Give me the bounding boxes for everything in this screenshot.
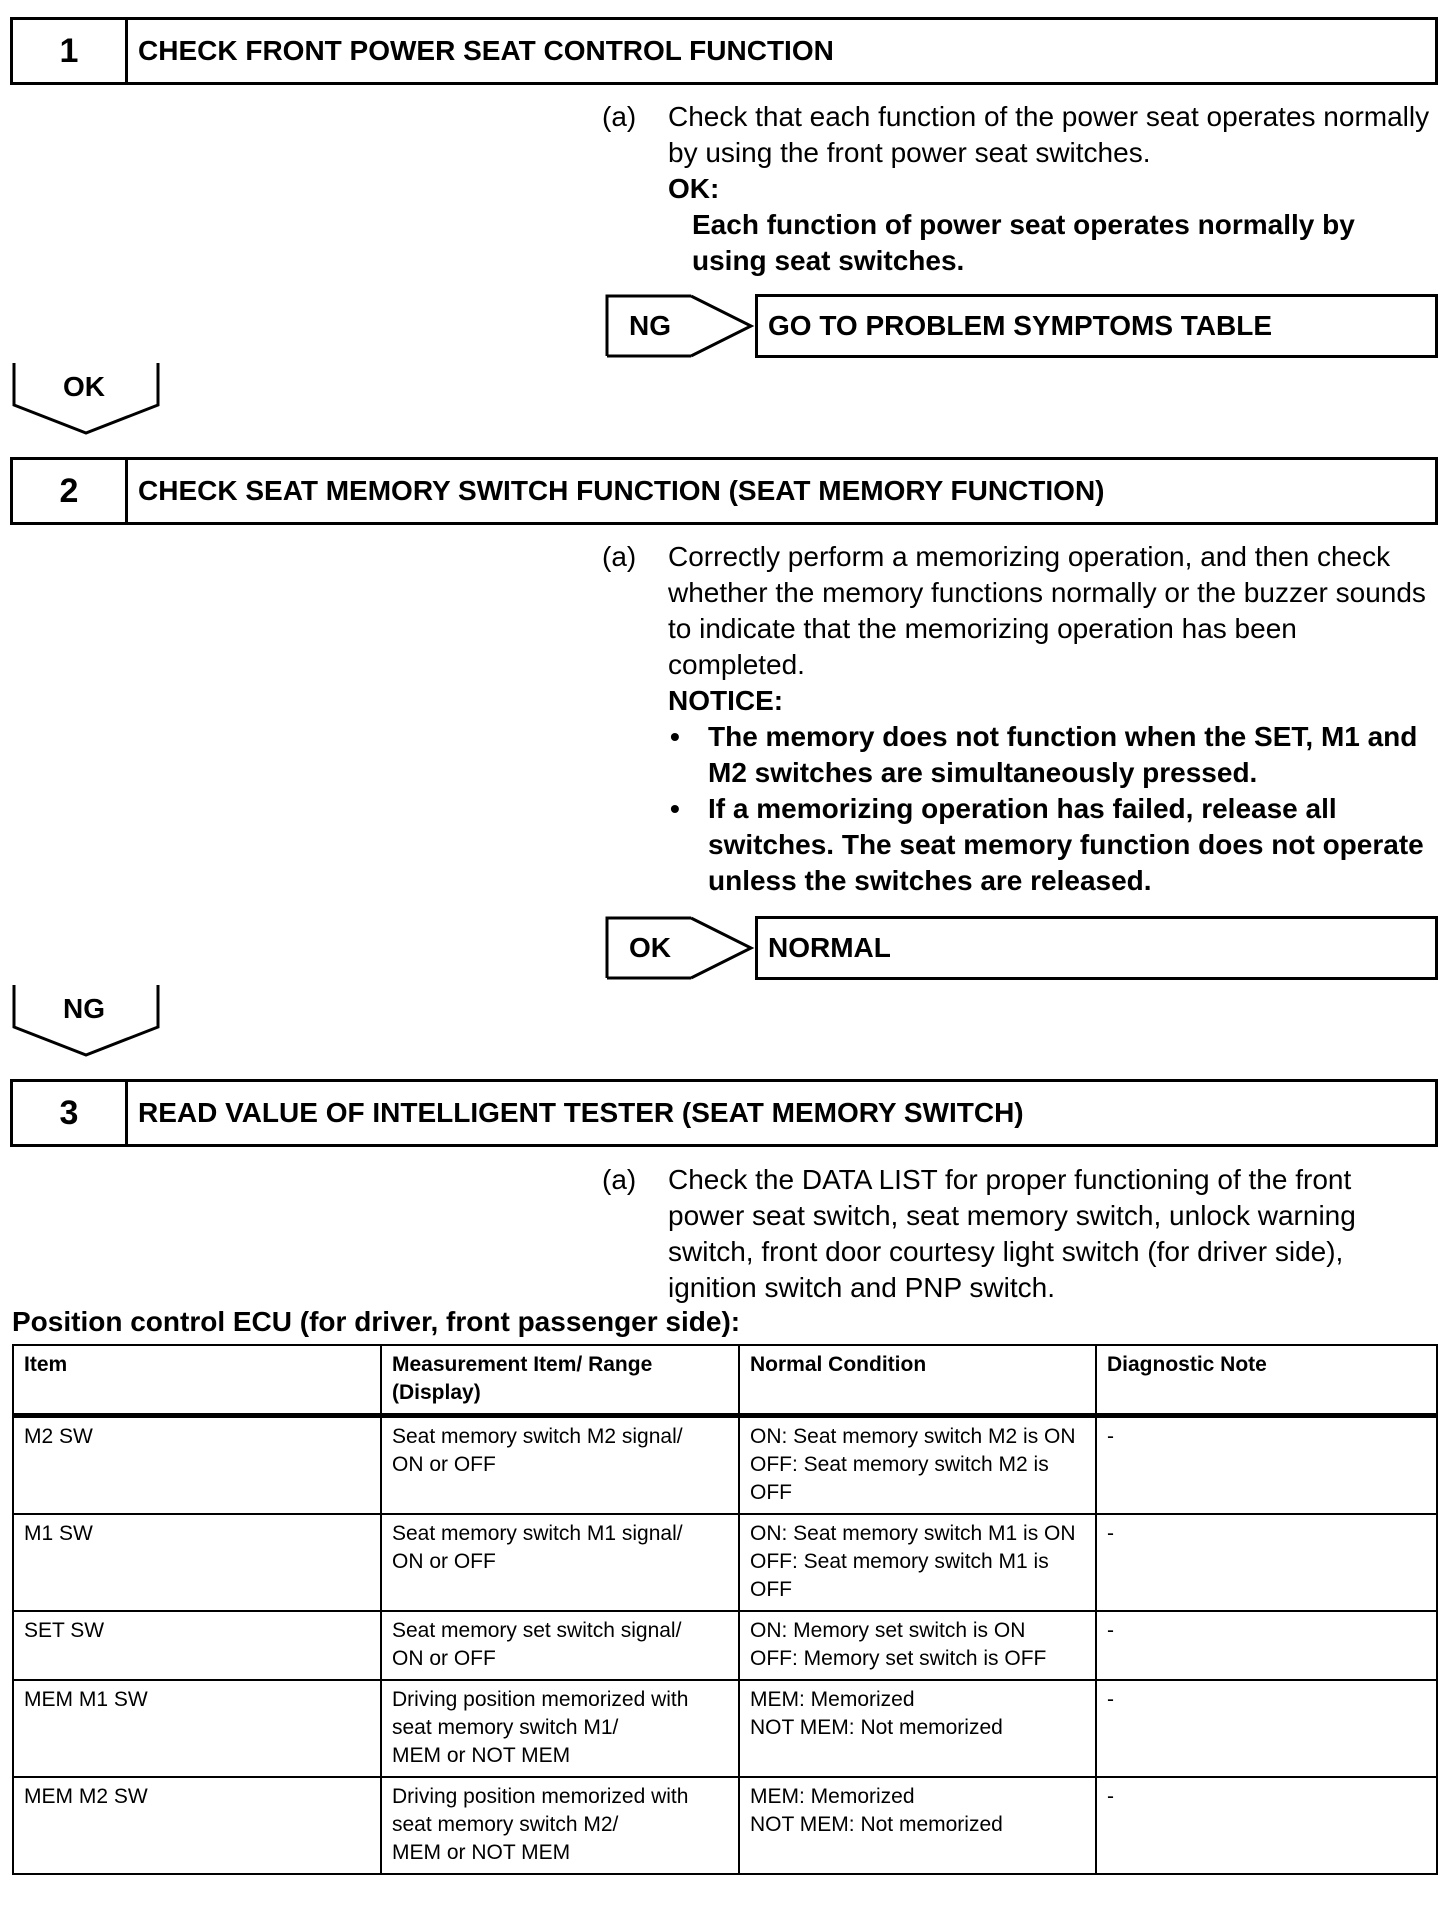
cell-measurement: Driving position memorized with seat memory switch M2/ MEM or NOT MEM: [381, 1777, 739, 1874]
step-3-header: [10, 1079, 1438, 1147]
step-1-flow-ok: [12, 361, 160, 435]
ok-label: OK:: [668, 173, 720, 204]
step-title: READ VALUE OF INTELLIGENT TESTER (SEAT MEMORY SWITCH): [138, 1097, 1024, 1128]
notice-list: [668, 719, 1432, 899]
step-2-header: [10, 457, 1438, 525]
cell-item: M2 SW: [13, 1416, 381, 1515]
item-label: (a): [602, 1164, 637, 1195]
step-number: 3: [13, 1082, 128, 1144]
cell-diagnostic-note: -: [1096, 1611, 1437, 1680]
ok-arrow-tag: [605, 916, 755, 980]
step-1-instruction: [602, 99, 1432, 279]
table-row: [13, 1611, 1437, 1680]
step-1-result-ng: [605, 294, 1438, 358]
table-row: [13, 1680, 1437, 1777]
data-list-table: [12, 1344, 1438, 1875]
cell-item: M1 SW: [13, 1514, 381, 1611]
cell-diagnostic-note: -: [1096, 1514, 1437, 1611]
cell-normal-condition: MEM: Memorized NOT MEM: Not memorized: [739, 1680, 1096, 1777]
ok-criteria: Each function of power seat operates normally by using seat switches.: [692, 209, 1355, 276]
step-2-result-ok: [605, 916, 1438, 980]
cell-measurement: Seat memory set switch signal/ ON or OFF: [381, 1611, 739, 1680]
cell-measurement: Seat memory switch M1 signal/ ON or OFF: [381, 1514, 739, 1611]
cell-measurement: Seat memory switch M2 signal/ ON or OFF: [381, 1416, 739, 1515]
cell-diagnostic-note: -: [1096, 1416, 1437, 1515]
cell-measurement: Driving position memorized with seat memory switch M1/ MEM or NOT MEM: [381, 1680, 739, 1777]
step-2-flow-ng: [12, 983, 160, 1057]
flow-tag-label: OK: [63, 371, 105, 402]
cell-normal-condition: ON: Seat memory switch M1 is ON OFF: Seat memory switch M1 is OFF: [739, 1514, 1096, 1611]
step-title: CHECK SEAT MEMORY SWITCH FUNCTION (SEAT MEMORY FUNCTION): [138, 475, 1105, 506]
step-number: 1: [13, 20, 128, 82]
instruction-text: Check the DATA LIST for proper functioning of the front power seat switch, seat memory switch, unlock warning switch, front door courtesy light switch (for driver side), ignition switch and PNP switch.: [668, 1164, 1356, 1303]
result-tag-label: NG: [629, 310, 671, 341]
result-destination: GO TO PROBLEM SYMPTOMS TABLE: [755, 294, 1438, 358]
ng-arrow-tag: [605, 294, 755, 358]
table-row: [13, 1416, 1437, 1515]
column-header-item: Item: [13, 1345, 381, 1416]
cell-normal-condition: ON: Memory set switch is ON OFF: Memory set switch is OFF: [739, 1611, 1096, 1680]
notice-label: NOTICE:: [668, 685, 784, 716]
cell-normal-condition: ON: Seat memory switch M2 is ON OFF: Seat memory switch M2 is OFF: [739, 1416, 1096, 1515]
notice-item: • If a memorizing operation has failed, release all switches. The seat memory function does not operate unless the switches are released.: [668, 791, 1432, 899]
cell-diagnostic-note: -: [1096, 1680, 1437, 1777]
table-caption: Position control ECU (for driver, front passenger side):: [12, 1306, 741, 1337]
item-label: (a): [602, 541, 637, 572]
result-destination: NORMAL: [755, 916, 1438, 980]
step-1-header: [10, 17, 1438, 85]
step-3-instruction: [602, 1162, 1432, 1306]
instruction-text: Check that each function of the power seat operates normally by using the front power seat switches.: [668, 101, 1430, 168]
column-header-diagnostic-note: Diagnostic Note: [1096, 1345, 1437, 1416]
table-header-row: [13, 1345, 1437, 1416]
instruction-text: Correctly perform a memorizing operation, and then check whether the memory functions normally or the buzzer sounds to indicate that the memorizing operation has been completed.: [668, 541, 1426, 680]
notice-item: • The memory does not function when the SET, M1 and M2 switches are simultaneously pressed.: [668, 719, 1432, 791]
item-label: (a): [602, 101, 637, 132]
cell-diagnostic-note: -: [1096, 1777, 1437, 1874]
cell-item: MEM M1 SW: [13, 1680, 381, 1777]
column-header-measurement: Measurement Item/ Range (Display): [381, 1345, 739, 1416]
flow-tag-label: NG: [63, 993, 105, 1024]
step-2-instruction: [602, 539, 1432, 899]
step-title: CHECK FRONT POWER SEAT CONTROL FUNCTION: [138, 35, 834, 66]
step-number: 2: [13, 460, 128, 522]
column-header-normal-condition: Normal Condition: [739, 1345, 1096, 1416]
result-tag-label: OK: [629, 932, 671, 963]
table-row: [13, 1514, 1437, 1611]
cell-normal-condition: MEM: Memorized NOT MEM: Not memorized: [739, 1777, 1096, 1874]
table-row: [13, 1777, 1437, 1874]
cell-item: SET SW: [13, 1611, 381, 1680]
cell-item: MEM M2 SW: [13, 1777, 381, 1874]
